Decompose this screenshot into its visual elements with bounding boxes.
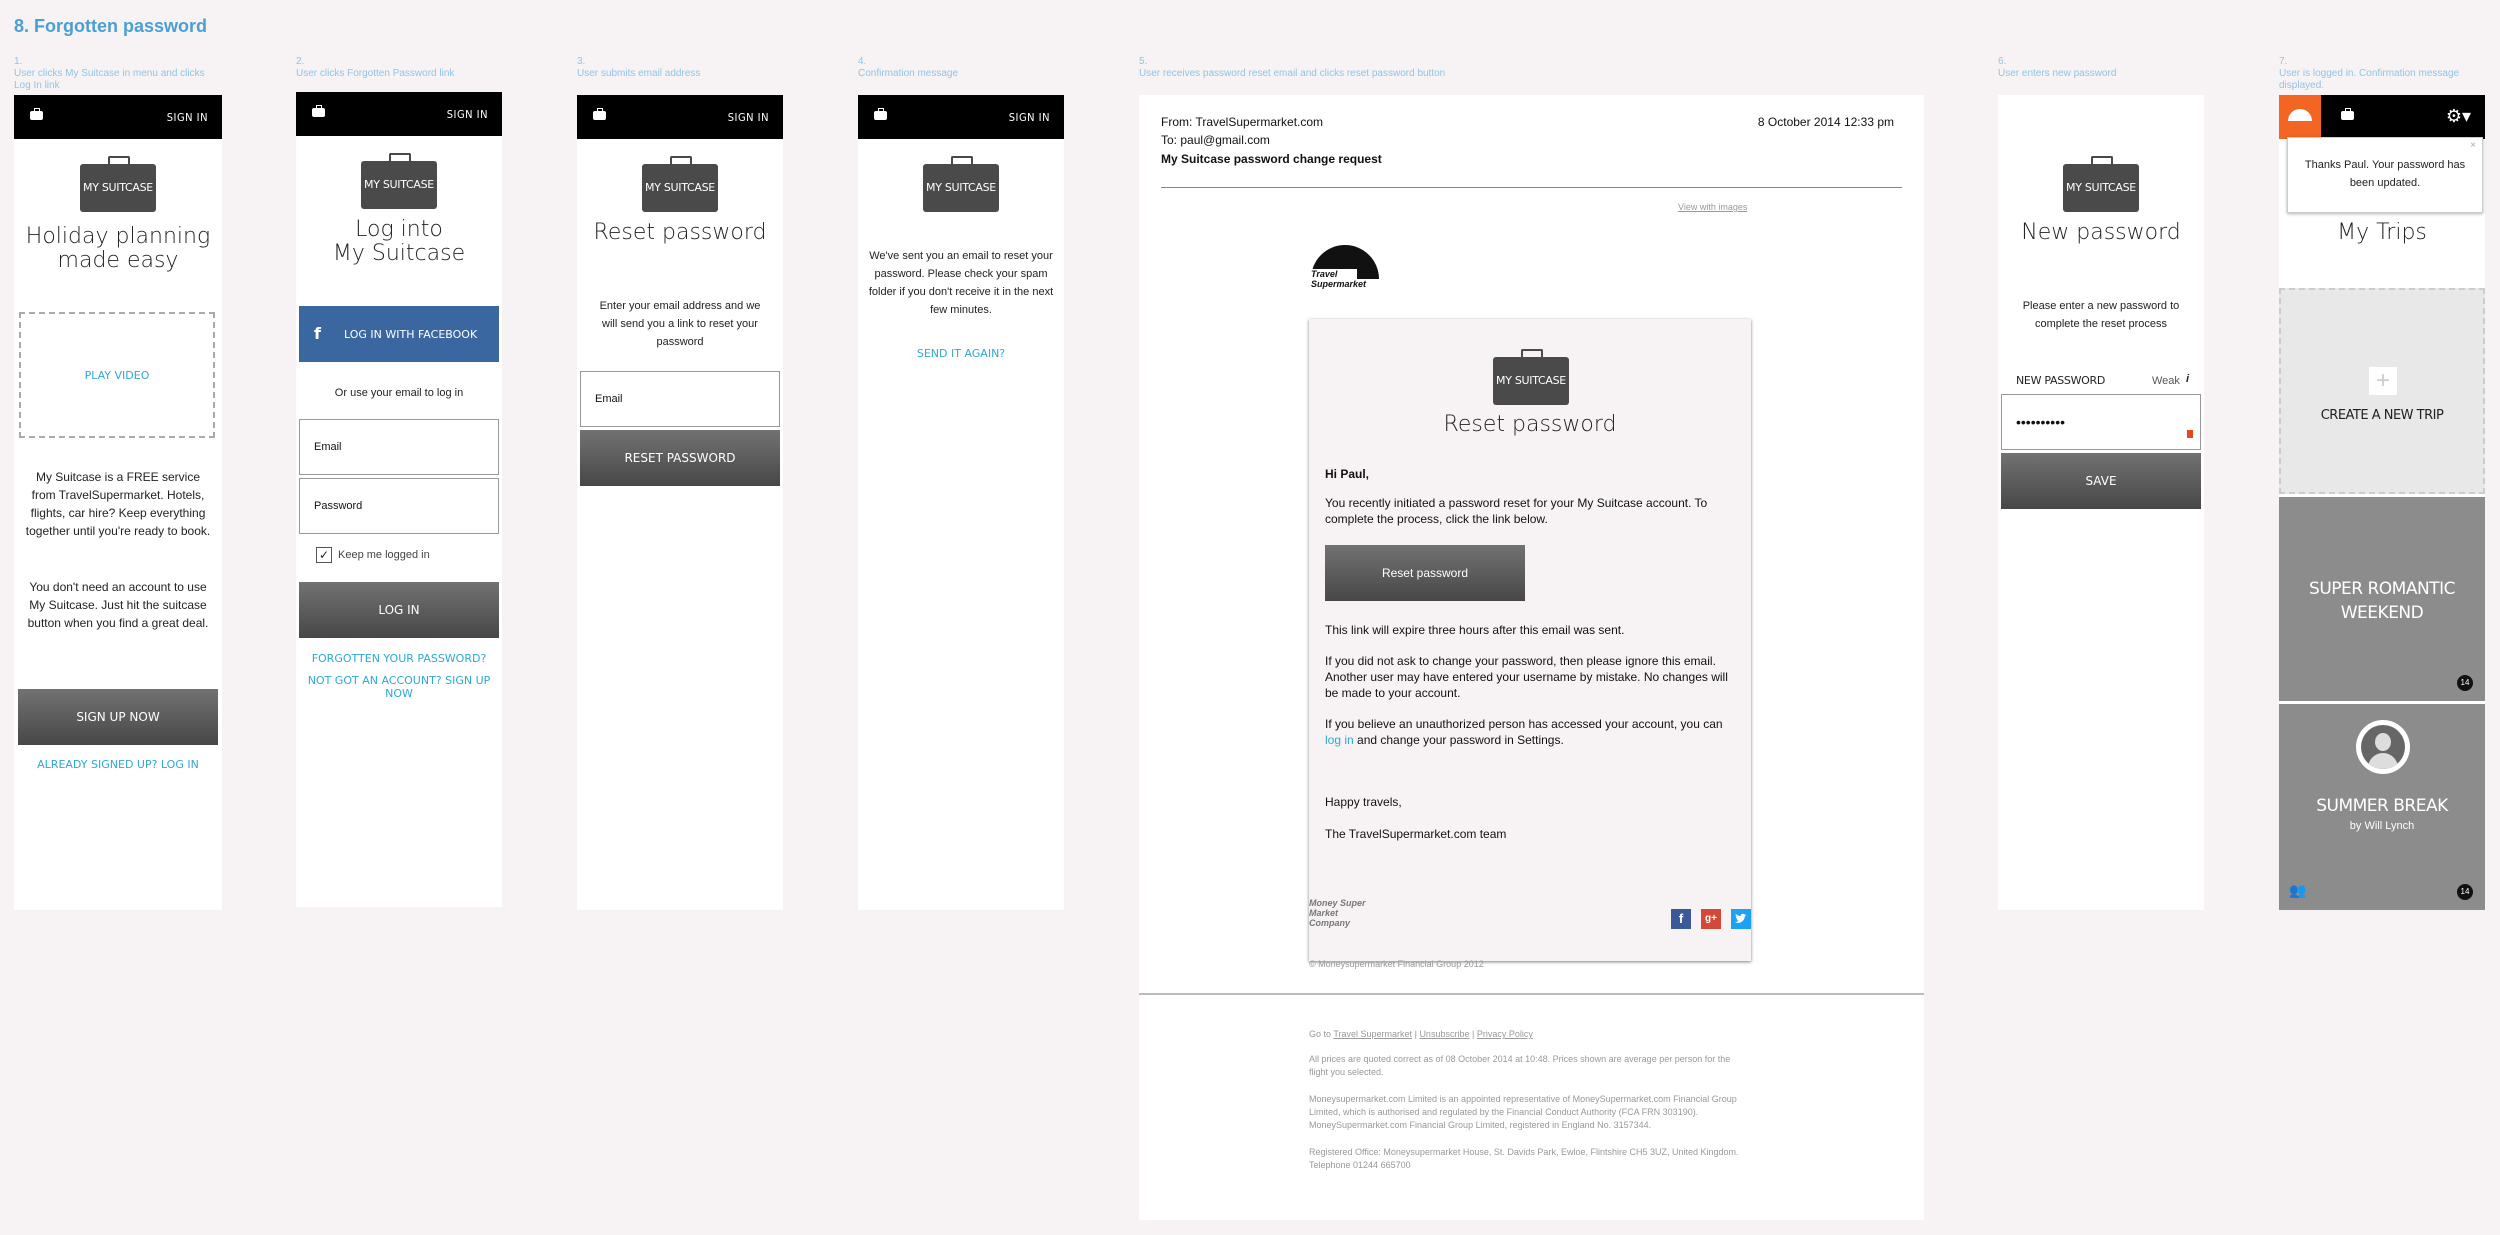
- footer-prices-note: All prices are quoted correct as of 08 October 2014 at 10:48. Prices shown are average per person for the flight you selected.: [1309, 1054, 1731, 1077]
- reset-password-button[interactable]: RESET PASSWORD: [580, 430, 780, 486]
- shared-users-icon: 👥: [2289, 882, 2307, 898]
- login-button[interactable]: LOG IN: [299, 582, 499, 638]
- keep-logged-label: Keep me logged in: [338, 549, 430, 561]
- forgotten-password-link[interactable]: FORGOTTEN YOUR PASSWORD?: [311, 652, 487, 665]
- send-again-link[interactable]: SEND IT AGAIN?: [916, 347, 1006, 360]
- info-icon[interactable]: i: [2186, 373, 2190, 385]
- video-placeholder[interactable]: [19, 312, 215, 438]
- sign-up-link[interactable]: NOT GOT AN ACCOUNT? SIGN UP NOW: [307, 674, 491, 700]
- facebook-icon: f: [314, 324, 321, 343]
- new-password-instructions: Please enter a new password to complete the reset process: [2022, 300, 2180, 330]
- screen-2: [296, 92, 502, 907]
- top-bar: [858, 95, 1064, 139]
- password-strength: Weak: [2152, 375, 2180, 387]
- play-video-link[interactable]: PLAY VIDEO: [84, 369, 150, 382]
- confirmation-toast: × Thanks Paul. Your password has been updated.: [2287, 137, 2483, 213]
- footer-links: Go to Travel Supermarket | Unsubscribe | Privacy Policy: [1309, 1029, 1533, 1039]
- screen-1: [14, 95, 222, 910]
- confirmation-text: We've sent you an email to reset your password. Please check your spam folder if you don't receive it in the next few minutes.: [868, 250, 1054, 316]
- email-paragraph-3: If you did not ask to change your password, then please ignore this email. Another user may have entered your username by mistake. No changes will be made to your account.: [1325, 654, 1728, 700]
- privacy-policy-link[interactable]: Privacy Policy: [1476, 1029, 1533, 1039]
- step-caption-6: 6. User enters new password: [1998, 56, 2117, 79]
- intro-paragraph-2: You don't need an account to use My Suitcase. Just hit the suitcase button when you find a great deal.: [27, 580, 209, 630]
- top-bar: [14, 95, 222, 139]
- screen-4: [858, 95, 1064, 910]
- step-caption-5: 5. User receives password reset email and clicks reset password button: [1139, 56, 1446, 79]
- page-title: 8. Forgotten password: [14, 16, 208, 36]
- email-to: To: paul@gmail.com: [1161, 133, 1270, 147]
- email-field[interactable]: Email: [580, 371, 780, 427]
- or-email-text: Or use your email to log in: [334, 387, 464, 399]
- unsubscribe-link[interactable]: Unsubscribe: [1419, 1029, 1470, 1039]
- trip-count-badge: 14: [2457, 675, 2473, 691]
- travel-supermarket-link[interactable]: Travel Supermarket: [1333, 1029, 1413, 1039]
- trip-count-badge: 14: [2457, 884, 2473, 900]
- my-suitcase-logo: MY SUITCASE: [2063, 164, 2139, 212]
- trip-tile-summer-break[interactable]: SUMMER BREAK by Will Lynch 👥 14: [2279, 704, 2485, 910]
- my-suitcase-logo: MY SUITCASE: [361, 161, 437, 209]
- sign-in-link[interactable]: SIGN IN: [1008, 111, 1050, 124]
- view-images-link[interactable]: View with images: [1678, 202, 1748, 212]
- plus-icon: +: [2369, 367, 2397, 395]
- keep-logged-checkbox[interactable]: ✓: [316, 547, 332, 563]
- strength-indicator: [2187, 430, 2193, 438]
- facebook-login-button[interactable]: f LOG IN WITH FACEBOOK: [299, 306, 499, 362]
- my-suitcase-logo: MY SUITCASE: [80, 164, 156, 212]
- copyright: © Moneysupermarket Financial Group 2012: [1309, 959, 1484, 969]
- intro-paragraph: My Suitcase is a FREE service from TravelSupermarket. Hotels, flights, car hire? Keep everything together until you're ready to book.: [25, 470, 211, 538]
- msm-logo: Money Super Market Company: [1309, 898, 1366, 928]
- step-caption-2: 2. User clicks Forgotten Password link: [296, 56, 455, 79]
- email-from: From: TravelSupermarket.com: [1161, 115, 1324, 129]
- sign-in-link[interactable]: SIGN IN: [446, 108, 488, 121]
- email-signature: The TravelSupermarket.com team: [1325, 827, 1507, 841]
- email-reset-button[interactable]: Reset password: [1325, 545, 1525, 601]
- footer-divider: [1139, 993, 1924, 995]
- sign-up-button[interactable]: SIGN UP NOW: [18, 689, 218, 745]
- email-subject: My Suitcase password change request: [1161, 152, 1382, 166]
- email-field[interactable]: Email: [299, 419, 499, 475]
- suitcase-icon[interactable]: [593, 111, 606, 120]
- email-screen: [1139, 95, 1924, 1220]
- trip-tile-super-romantic[interactable]: SUPER ROMANTIC WEEKEND 14: [2279, 497, 2485, 701]
- my-suitcase-logo: MY SUITCASE: [923, 164, 999, 212]
- suitcase-icon[interactable]: [874, 111, 887, 120]
- email-card: [1309, 319, 1751, 961]
- ts-logo-icon[interactable]: [2279, 95, 2321, 139]
- password-field[interactable]: Password: [299, 478, 499, 534]
- screen-7: [2279, 95, 2485, 910]
- divider: [1161, 187, 1902, 188]
- my-suitcase-logo: MY SUITCASE: [1493, 357, 1569, 405]
- email-greeting: Hi Paul,: [1325, 467, 1370, 481]
- gear-icon[interactable]: ⚙▾: [2445, 106, 2471, 126]
- screen-3: [577, 95, 783, 910]
- already-signed-up-link[interactable]: ALREADY SIGNED UP? LOG IN: [37, 758, 199, 771]
- travelsupermarket-logo: Travel Supermarket: [1309, 245, 1379, 291]
- sign-in-link[interactable]: SIGN IN: [727, 111, 769, 124]
- email-paragraph-1: You recently initiated a password reset for your My Suitcase account. To complete the process, click the link below.: [1325, 496, 1708, 526]
- avatar: [2356, 720, 2410, 774]
- new-password-label: NEW PASSWORD: [2016, 374, 2106, 387]
- email-reset-heading: Reset password: [1443, 412, 1617, 437]
- login-link[interactable]: log in: [1325, 733, 1354, 747]
- step-caption-4: 4. Confirmation message: [858, 56, 959, 79]
- close-icon[interactable]: ×: [2470, 140, 2476, 151]
- step-caption-3: 3. User submits email address: [577, 56, 701, 79]
- footer-regulatory-note: Moneysupermarket.com Limited is an appointed representative of MoneySupermarket.com Financial Group Limited, which is authorised and regulated by the Financial Conduct Authority (FCA FRN 303190). MoneySupermarket.com Financial Group Limited, registered in England No. 3157344.: [1309, 1094, 1737, 1130]
- email-paragraph-4: If you believe an unauthorized person has accessed your account, you can log in and change your password in Settings.: [1325, 717, 1723, 747]
- email-date: 8 October 2014 12:33 pm: [1757, 115, 1894, 129]
- new-password-heading: New password: [2021, 220, 2181, 245]
- footer-address: Registered Office: Moneysupermarket House, St. Davids Park, Ewloe, Flintshire CH5 3UZ, United Kingdom. Telephone 01244 665700: [1309, 1147, 1739, 1170]
- step-caption-7: 7. User is logged in. Confirmation message displayed.: [2279, 56, 2460, 91]
- sign-in-link[interactable]: SIGN IN: [166, 111, 208, 124]
- new-password-field[interactable]: ••••••••••: [2001, 394, 2201, 450]
- screen-6: [1998, 95, 2204, 910]
- screen-1-heading: Holiday planning made easy: [25, 224, 211, 273]
- top-bar: [2279, 95, 2485, 139]
- email-paragraph-2: This link will expire three hours after this email was sent.: [1325, 623, 1625, 637]
- reset-heading: Reset password: [593, 220, 767, 245]
- suitcase-icon[interactable]: [312, 108, 325, 117]
- top-bar: [577, 95, 783, 139]
- suitcase-icon[interactable]: [30, 111, 43, 120]
- save-button[interactable]: SAVE: [2001, 453, 2201, 509]
- facebook-icon[interactable]: f: [1671, 909, 1691, 929]
- top-bar: [296, 92, 502, 136]
- suitcase-icon[interactable]: [2341, 111, 2354, 120]
- twitter-icon[interactable]: [1731, 909, 1751, 929]
- step-caption-1: 1. User clicks My Suitcase in menu and clicks Log In link: [14, 56, 205, 91]
- my-suitcase-logo: MY SUITCASE: [642, 164, 718, 212]
- google-plus-icon[interactable]: g+: [1701, 909, 1721, 929]
- email-signoff: Happy travels,: [1325, 795, 1402, 809]
- reset-instructions: Enter your email address and we will send you a link to reset your password: [599, 300, 761, 348]
- create-trip-tile[interactable]: + CREATE A NEW TRIP: [2279, 288, 2485, 494]
- my-trips-heading: My Trips: [2337, 220, 2427, 245]
- screen-2-heading: Log into My Suitcase: [332, 217, 466, 266]
